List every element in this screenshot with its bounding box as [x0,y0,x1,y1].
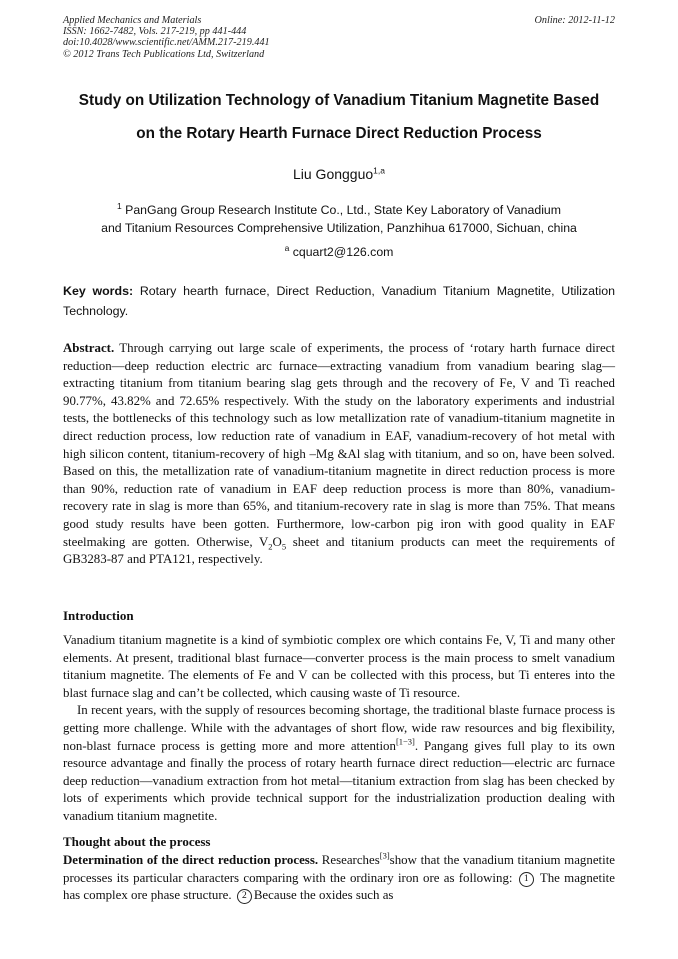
affiliation-text-1: PanGang Group Research Institute Co., Ltd., State Key Laboratory of Vanadium [125,203,562,217]
circled-number-2: 2 [237,889,252,904]
subsection-heading: Determination of the direct reduction process. [63,853,319,867]
issn-line: ISSN: 1662-7482, Vols. 217-219, pp 441-444 [63,26,247,38]
journal-header [63,15,615,60]
introduction-heading: Introduction [63,608,134,623]
introduction-body [63,632,615,826]
author-superscript: 1,a [373,165,385,176]
copyright-line: © 2012 Trans Tech Publications Ltd, Switzerland [63,48,265,60]
affiliation-line-1 [0,200,678,217]
item-2-text: Because the oxides such as [253,888,394,903]
introduction-p2-text-end: . Pangang gives full play to its own resource advantage and finally the process of rotary hearth furnace direct reduction—electric arc furnace deep reduction—vanadium extraction from hot metal—titanium extraction from slag has been checked by lots of experiments which provide technical support for the industrialization production dealing with vanadium titanium magnetite. [63,738,615,823]
thought-heading: Thought about the process [63,834,211,849]
subscript-5: 5 [281,541,287,552]
thought-body [63,852,615,905]
keywords [63,281,615,321]
oxide-o: O [272,534,282,549]
author-name: Liu Gongguo [292,166,374,182]
affiliation-line-2: and Titanium Resources Comprehensive Utilization, Panzhihua 617000, Sichuan, china [101,221,577,235]
introduction-p2-text: In recent years, with the supply of resources becoming shortage, the traditional blaste furnace process is getting more challenge. While with the advantages of short flow, wide raw resources and big flexibility, non-blast furnace process is getting more and more attention [63,703,615,753]
abstract-text-end: sheet and titanium products can meet the requirements of GB3283-87 and PTA121, respectively. [63,534,615,567]
introduction-paragraph-2 [63,702,615,825]
journal-name: Applied Mechanics and Materials [63,15,202,26]
thought-text-cont: show that the vanadium titanium magnetite processes its particular characters comparing with the ordinary iron ore as following: [63,853,616,885]
author-email: cquart2@126.com [292,245,394,259]
email-marker: a [284,242,290,253]
item-1-text: The magnetite has complex ore phase structure. [63,870,615,903]
keywords-label: Key words: [63,284,134,298]
paper-title-line-2: on the Rotary Hearth Furnace Direct Reduction Process [136,125,542,142]
paper-title-line-1: Study on Utilization Technology of Vanadium Titanium Magnetite Based [78,92,600,109]
keywords-text: Rotary hearth furnace, Direct Reduction, Vanadium Titanium Magnetite, Utilization Technology. [63,284,615,318]
introduction-paragraph-1: Vanadium titanium magnetite is a kind of symbiotic complex ore which contains Fe, V, Ti and many other elements. At present, traditional blast furnace—converter process is the main process to smelt vanadium titanium magnetite. The elements of Fe and V can be collected with this process, but Ti enteres into the blast furnace slag and can’t be collected, which causing waste of Ti resource. [63,633,615,700]
abstract-label: Abstract. [63,341,115,355]
citation-ref: [1−3] [395,736,415,747]
abstract-text: Through carrying out large scale of experiments, the process of ‘rotary harth furnace direct reduction—deep reduction electric arc furnace—extracting vanadium from vanadium bearing slag—extracting titanium from titanium bearing slag gets through and the recovery of Fe, V and Ti reached 90.77%, 43.82% and 72.65% respectively. With the study on the laboratory experiments and industrial tests, the bottlenecks of this technology such as low metallization rate of vanadium-titanium magnetite in direct reduction process, low reduction rate of vanadium in EAF, vanadium-recovery of hot metal with high silicon content, titanium-recovery of high –Mg &Al slag with titanium, and so on, have been solved. Based on this, the metallization rate of vanadium-titanium magnetite in direct reduction process is more than 90%, reduction rate of vanadium in EAF deep reduction process is more than 80%, vanadium-recovery rate in slag is more than 65%, and titanium-recovery rate in slag is more than 75%. That means good study results have been gotten. Furthermore, low-carbon pig iron with good quality in EAF steelmaking are gotten. Otherwise, V [63,341,615,549]
circled-number-1: 1 [519,872,534,887]
online-date: Online: 2012-11-12 [534,15,615,26]
citation-ref-3: [3] [379,850,390,861]
author [0,166,678,182]
email-line [0,242,678,259]
abstract [63,340,615,569]
affiliation-marker: 1 [116,200,122,211]
doi-line: doi:10.4028/www.scientific.net/AMM.217-219.441 [63,37,270,49]
thought-text: Researches [318,853,380,867]
subscript-2: 2 [268,541,273,552]
